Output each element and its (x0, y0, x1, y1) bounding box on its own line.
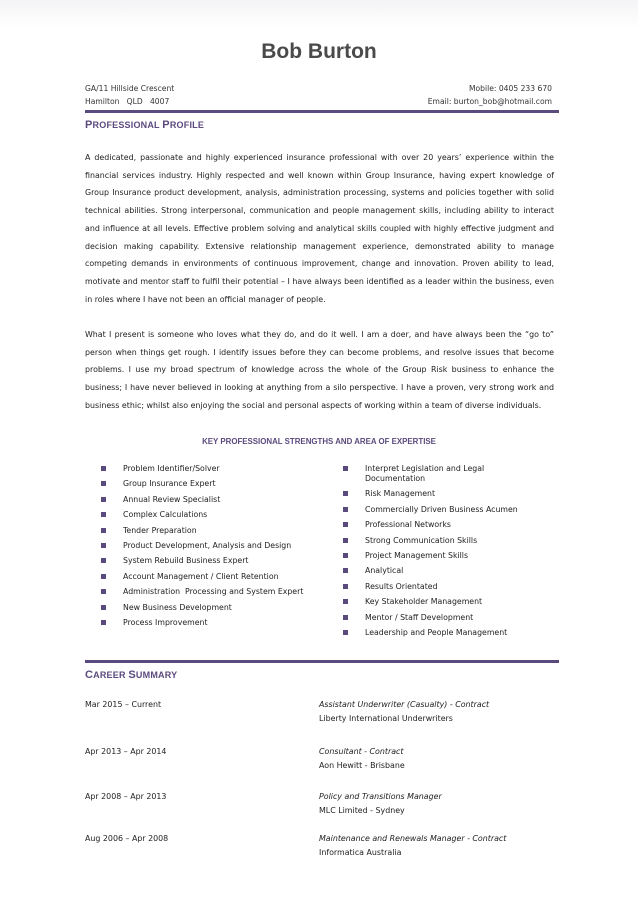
bullet-icon (343, 599, 348, 604)
address-line-1: GA/11 Hillside Crescent (85, 84, 175, 93)
bullet-icon (343, 522, 348, 527)
heading-cap: C (85, 669, 94, 681)
professional-profile-heading (85, 119, 204, 131)
career-org: Liberty International Underwriters (319, 714, 453, 723)
career-role: Policy and Transitions Manager (319, 792, 442, 801)
list-item (365, 551, 565, 561)
bullet-icon (343, 491, 348, 496)
list-item (365, 597, 565, 607)
career-role: Assistant Underwriter (Casualty) - Contract (319, 700, 490, 709)
strength-label: New Business Development (123, 602, 232, 612)
list-item (365, 505, 565, 515)
strength-label: Interpret Legislation and Legal Documentation (365, 464, 485, 483)
strength-label: Commercially Driven Business Acumen (365, 504, 518, 514)
strength-label: Project Management Skills (365, 550, 469, 560)
career-date: Aug 2006 – Apr 2008 (85, 834, 169, 843)
heading-cap: P (162, 119, 170, 131)
strength-label: Complex Calculations (123, 510, 208, 520)
bullet-icon (101, 528, 106, 533)
heading-rest: ROFILE (169, 120, 205, 130)
bullet-icon (343, 553, 348, 558)
strength-label: Strong Communication Skills (365, 535, 478, 545)
strength-label: Problem Identifier/Solver (123, 464, 220, 473)
list-item (123, 587, 308, 597)
bullet-icon (343, 615, 348, 620)
bullet-icon (343, 466, 348, 471)
list-item (123, 618, 323, 628)
list-item (123, 495, 323, 505)
strength-label: System Rebuild Business Expert (123, 556, 249, 566)
bullet-icon (101, 620, 106, 625)
heading-rest: UMMARY (135, 670, 178, 680)
list-item (123, 541, 293, 551)
strength-label: Professional Networks (365, 520, 451, 530)
bullet-icon (101, 512, 106, 517)
career-divider (85, 660, 559, 663)
career-date: Mar 2015 – Current (85, 700, 162, 709)
list-item (365, 566, 565, 576)
candidate-name: Bob Burton (261, 40, 377, 63)
strength-label: Process Improvement (123, 617, 208, 627)
strength-label: Key Stakeholder Management (365, 597, 483, 607)
career-date: Apr 2008 – Apr 2013 (85, 792, 167, 801)
strength-label: Mentor / Staff Development (365, 612, 474, 622)
list-item (365, 489, 565, 499)
heading-cap: P (85, 119, 93, 131)
strength-label: Results Orientated (365, 581, 438, 591)
strengths-list-right (365, 464, 565, 643)
bullet-icon (101, 574, 106, 579)
strength-label: Tender Preparation (123, 525, 197, 535)
heading-rest: ROFESSIONAL (92, 120, 163, 130)
profile-paragraph-1: A dedicated, passionate and highly experienced insurance professional with over 20 years’ experience within the financial services industry. Highly respected and well known within Group Insurance, having expert knowledge of Group Insurance product development, analysis, administration processing, systems and policies together with solid technical abilities. Strong interpersonal, communication and people management skills, including ability to interact and influence at all levels. Effective problem solving and analytical skills coupled with highly effective judgment and decision making capability. Extensive relationship management experience, demonstrated ability to manage competing demands in environments of continuous improvement, change and innovation. Proven ability to lead, motivate and mentor staff to fulfil their potential – I have always been identified as a leader within the business, even in roles where I have not been an official manager of people. (85, 153, 554, 304)
career-summary-heading (85, 669, 177, 681)
list-item (123, 526, 323, 536)
list-item (123, 510, 323, 520)
strength-label: Annual Review Specialist (123, 494, 221, 504)
address-line-2: Hamilton QLD 4007 (85, 97, 170, 106)
bullet-icon (101, 589, 106, 594)
career-role: Maintenance and Renewals Manager - Contract (319, 834, 507, 843)
bullet-icon (101, 466, 106, 471)
address-block (85, 82, 174, 108)
list-item (123, 572, 323, 582)
bullet-icon (343, 568, 348, 573)
strength-label: Account Management / Client Retention (123, 571, 279, 581)
email-address: Email: burton_bob@hotmail.com (427, 97, 552, 106)
strengths-heading: KEY PROFESSIONAL STRENGTHS AND AREA OF EXPERTISE (202, 437, 436, 446)
career-org: Aon Hewitt - Brisbane (319, 761, 405, 770)
list-item (365, 464, 525, 484)
bullet-icon (101, 558, 106, 563)
bullet-icon (101, 497, 106, 502)
career-date: Apr 2013 – Apr 2014 (85, 747, 167, 756)
list-item (123, 603, 323, 613)
list-item (365, 613, 565, 623)
mobile-number: Mobile: 0405 233 670 (468, 84, 552, 93)
heading-cap: S (128, 669, 136, 681)
strength-label: Group Insurance Expert (123, 479, 216, 489)
profile-paragraph-2: What I present is someone who loves what they do, and do it well. I am a doer, and have always been the “go to” person when things get rough. I identify issues before they can become problems, and resolve issues that become problems. I use my broad spectrum of knowledge across the whole of the Group Risk business to enhance the business; I have never believed in looking at anything from a silo perspective. I have a proven, very strong work and business ethic; whilst also enjoying the social and personal aspects of working within a team of diverse individuals. (85, 330, 554, 410)
career-org: Informatica Australia (319, 848, 402, 857)
strength-label: Leadership and People Management (365, 627, 508, 637)
career-org: MLC Limited - Sydney (319, 806, 405, 815)
list-item (365, 520, 565, 530)
header-divider (85, 110, 559, 113)
list-item (365, 536, 565, 546)
career-role: Consultant - Contract (319, 747, 404, 756)
bullet-icon (343, 507, 348, 512)
list-item (123, 479, 323, 489)
strength-label: Analytical (365, 566, 404, 576)
bullet-icon (343, 584, 348, 589)
strength-label: Administration Processing and System Expert (123, 587, 304, 597)
bullet-icon (343, 630, 348, 635)
list-item (123, 556, 323, 566)
bullet-icon (343, 538, 348, 543)
contact-block (428, 82, 552, 108)
strength-label: Risk Management (365, 489, 436, 499)
list-item (365, 628, 565, 638)
list-item (123, 464, 323, 474)
strengths-list-left (123, 464, 323, 633)
list-item (365, 582, 565, 592)
strength-label: Product Development, Analysis and Design (123, 540, 292, 550)
bullet-icon (101, 605, 106, 610)
heading-rest: AREER (93, 670, 129, 680)
bullet-icon (101, 481, 106, 486)
bullet-icon (101, 543, 106, 548)
